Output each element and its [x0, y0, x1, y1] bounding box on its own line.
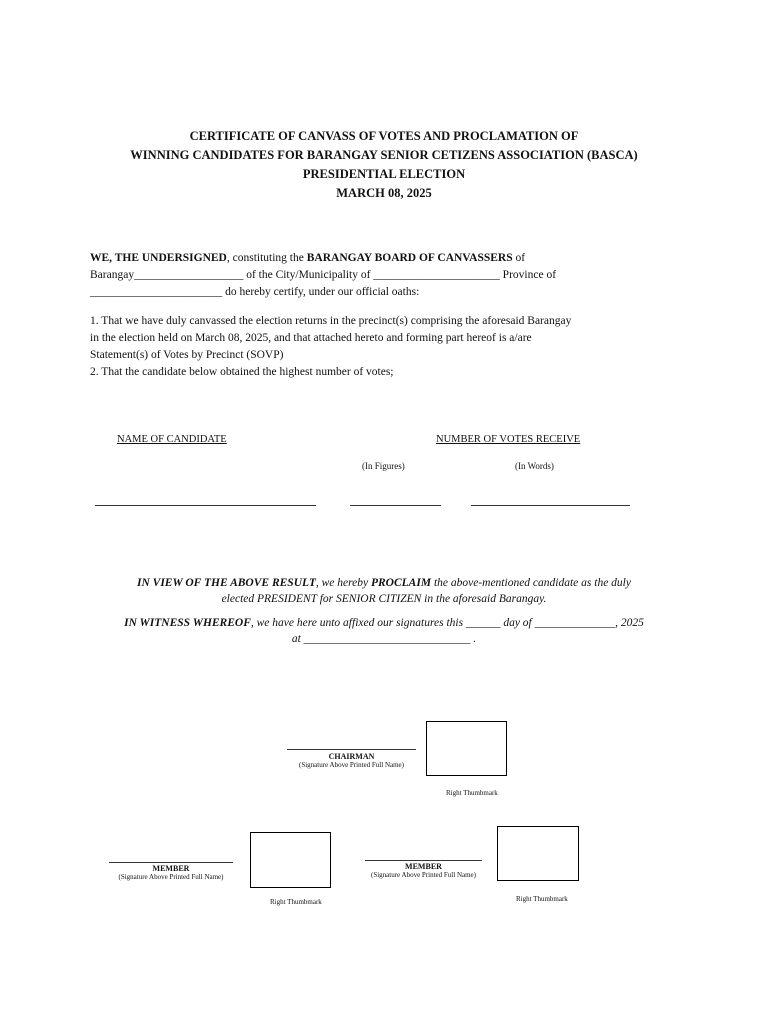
item-1-line-1: 1. That we have duly canvassed the election returns in the precinct(s) comprising the aforesaid Barangay — [90, 315, 572, 327]
member-1-thumbmark-box — [250, 832, 331, 888]
title-line-4: MARCH 08, 2025 — [336, 186, 432, 200]
title-line-3: PRESIDENTIAL ELECTION — [302, 167, 466, 181]
member-2-title: MEMBER — [405, 862, 442, 871]
item-2: 2. That the candidate below obtained the highest number of votes; — [90, 366, 394, 378]
votes-received-header: NUMBER OF VOTES RECEIVE — [436, 434, 581, 445]
proclamation-text-2: the above-mentioned candidate as the duly — [431, 577, 631, 589]
chairman-signature-block — [287, 749, 416, 769]
intro-line-2: Barangay___________________ of the City/Municipality of ______________________ Province of — [90, 269, 557, 281]
in-words-label: (In Words) — [515, 461, 554, 471]
intro-text-1: , constituting the — [226, 252, 307, 264]
item-1-line-3: Statement(s) of Votes by Precinct (SOVP) — [90, 349, 284, 361]
proclamation-text-1: , we hereby — [315, 577, 371, 589]
chairman-title: CHAIRMAN — [328, 752, 375, 761]
witness-paragraph — [0, 615, 768, 647]
intro-bold-undersigned: WE, THE UNDERSIGNED — [90, 252, 227, 264]
member-2-thumbmark-label: Right Thumbmark — [516, 895, 568, 903]
chairman-thumbmark-label: Right Thumbmark — [446, 789, 498, 797]
intro-bold-board: BARANGAY BOARD OF CANVASSERS — [306, 252, 513, 264]
title-line-1: CERTIFICATE OF CANVASS OF VOTES AND PROCLAMATION OF — [189, 129, 579, 143]
witness-bold: IN WITNESS WHEREOF — [124, 617, 251, 629]
member-1-signature-line — [109, 862, 233, 863]
member-2-thumbmark-box — [497, 826, 579, 881]
member-2-signature-note: (Signature Above Printed Full Name) — [371, 871, 476, 879]
chairman-signature-line — [287, 749, 416, 750]
intro-paragraph — [90, 250, 690, 301]
member-2-signature-block — [365, 860, 482, 879]
proclamation-bold-proclaim: PROCLAIM — [370, 577, 432, 589]
proclamation-line-2: elected PRESIDENT for SENIOR CITIZEN in the aforesaid Barangay. — [221, 593, 547, 605]
member-2-signature-line — [365, 860, 482, 861]
title-line-2: WINNING CANDIDATES FOR BARANGAY SENIOR CETIZENS ASSOCIATION (BASCA) — [130, 148, 638, 162]
votes-words-line — [471, 505, 630, 506]
in-figures-label: (In Figures) — [362, 461, 405, 471]
item-1-line-2: in the election held on March 08, 2025, and that attached hereto and forming part hereof is a/are — [90, 332, 532, 344]
intro-line-1 — [90, 250, 690, 267]
proclamation-line-1 — [0, 575, 768, 591]
intro-line-3: _______________________ do hereby certify, under our official oaths: — [90, 286, 420, 298]
member-1-signature-note: (Signature Above Printed Full Name) — [118, 873, 224, 881]
proclamation-bold-view: IN VIEW OF THE ABOVE RESULT — [137, 577, 316, 589]
votes-figures-line — [350, 505, 441, 506]
certification-items — [90, 313, 690, 381]
proclamation-paragraph — [0, 575, 768, 607]
member-1-signature-block — [109, 862, 233, 881]
name-of-candidate-header: NAME OF CANDIDATE — [117, 434, 227, 445]
chairman-thumbmark-box — [426, 721, 507, 776]
intro-text-2: of — [512, 252, 526, 264]
chairman-signature-note: (Signature Above Printed Full Name) — [299, 761, 404, 769]
member-1-thumbmark-label: Right Thumbmark — [270, 898, 322, 906]
witness-line-1 — [0, 615, 768, 631]
candidate-name-line — [95, 505, 316, 506]
document-title — [0, 127, 768, 203]
member-1-title: MEMBER — [152, 864, 190, 873]
witness-line-2: at _____________________________ . — [291, 633, 477, 645]
witness-text-1: , we have here unto affixed our signatures this ______ day of ______________, 2025 — [250, 617, 644, 629]
